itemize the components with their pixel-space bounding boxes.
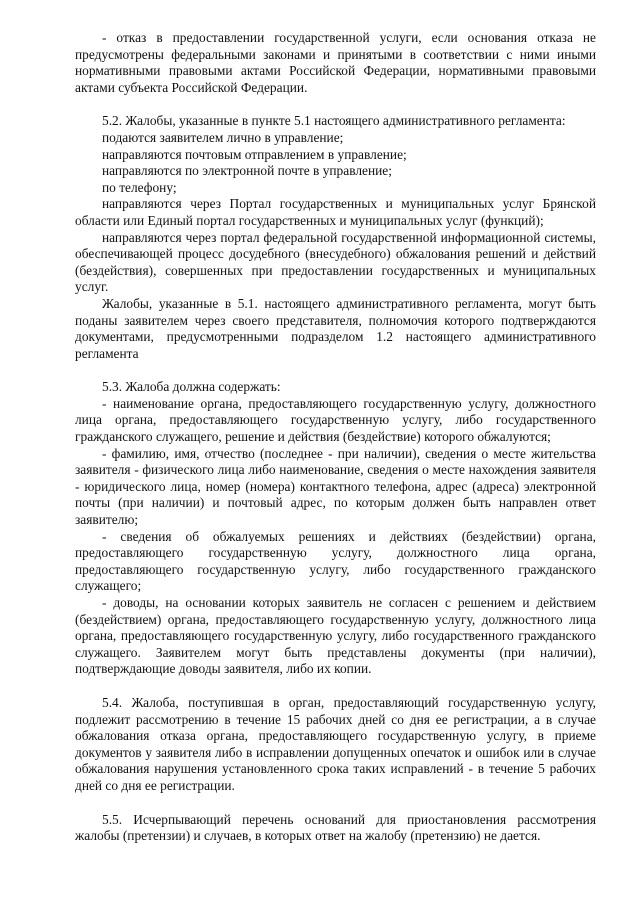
paragraph-content-appealed-decisions: - сведения об обжалуемых решениях и действиях (бездействии) органа, предоставляющего государственную услугу, должностного лица органа, предоставляющего государственную услугу, либо государственного гражданского служащего; [75, 528, 596, 594]
paragraph-content-applicant-details: - фамилию, имя, отчество (последнее - при наличии), сведения о месте жительства заявителя - физического лица либо наименование, сведения о месте нахождения заявителя - юридического лица, номер (номера) контактного телефона, адрес (адреса) электронной почты (при наличии) и почтовый адрес, по которым должен быть направлен ответ заявителю; [75, 445, 596, 528]
paragraph-submission-via-federal-portal: направляются через портал федеральной государственной информационной системы, обеспечивающей процесс досудебного (внесудебного) обжалования решений и действий (бездействия), совершенных при предоставлении государственных и муниципальных услуг. [75, 229, 596, 295]
paragraph-5-4-review-period: 5.4. Жалоба, поступившая в орган, предоставляющий государственную услугу, подлежит рассмотрению в течение 15 рабочих дней со дня ее регистрации, а в случае обжалования отказа органа, предоставляющего государственную услугу, в приеме документов у заявителя либо в исправлении допущенных опечаток и ошибок или в случае обжалования нарушения установленного срока таких исправлений - в течение 5 рабочих дней со дня ее регистрации. [75, 694, 596, 793]
paragraph-submission-by-email: направляются по электронной почте в управление; [102, 163, 392, 179]
paragraph-submission-by-mail: направляются почтовым отправлением в управление; [102, 146, 407, 162]
paragraph-5-3-heading: 5.3. Жалоба должна содержать: [102, 379, 281, 395]
paragraph-refusal-item: - отказ в предоставлении государственной услуги, если основания отказа не предусмотрены федеральными законами и принятыми в соответствии с ними иными нормативными правовыми актами Российской Федерации, нормативными правовыми актами субъекта Российской Федерации. [75, 30, 596, 95]
paragraph-submission-via-portal: направляются через Портал государственных и муниципальных услуг Брянской области или Единый портал государственных и муниципальных услуг (функций); [75, 196, 596, 228]
paragraph-5-2-heading: 5.2. Жалобы, указанные в пункте 5.1 настоящего административного регламента: [102, 113, 566, 129]
paragraph-gap [75, 96, 596, 113]
paragraph-submission-in-person: подаются заявителем лично в управление; [102, 129, 344, 145]
paragraph-gap [75, 362, 596, 379]
paragraph-content-authority-name: - наименование органа, предоставляющего государственную услугу, должностного лица органа, предоставляющего государственную услугу, либо государственного гражданского служащего, решение и действия (бездействие) которого обжалуются; [75, 395, 596, 445]
paragraph-submission-via-representative: Жалобы, указанные в 5.1. настоящего административного регламента, могут быть поданы заявителем через своего представителя, полномочия которого подтверждаются документами, предусмотренными подразделом 1.2 настоящего административного регламента [75, 295, 596, 361]
paragraph-content-arguments: - доводы, на основании которых заявитель не согласен с решением и действием (бездействием) органа, предоставляющего государственную услугу, должностного лица органа, предоставляющего государственную услугу, либо государственного гражданского служащего. Заявителем могут быть представлены документы (при наличии), подтверждающие доводы заявителя, либо их копии. [75, 595, 596, 677]
paragraph-gap [75, 678, 596, 695]
paragraph-submission-by-phone: по телефону; [102, 179, 177, 195]
paragraph-5-5-suspension-grounds: 5.5. Исчерпывающий перечень оснований для приостановления рассмотрения жалобы (претензии) и случаев, в которых ответ на жалобу (претензию) не дается. [75, 811, 596, 844]
paragraph-gap [75, 795, 596, 812]
